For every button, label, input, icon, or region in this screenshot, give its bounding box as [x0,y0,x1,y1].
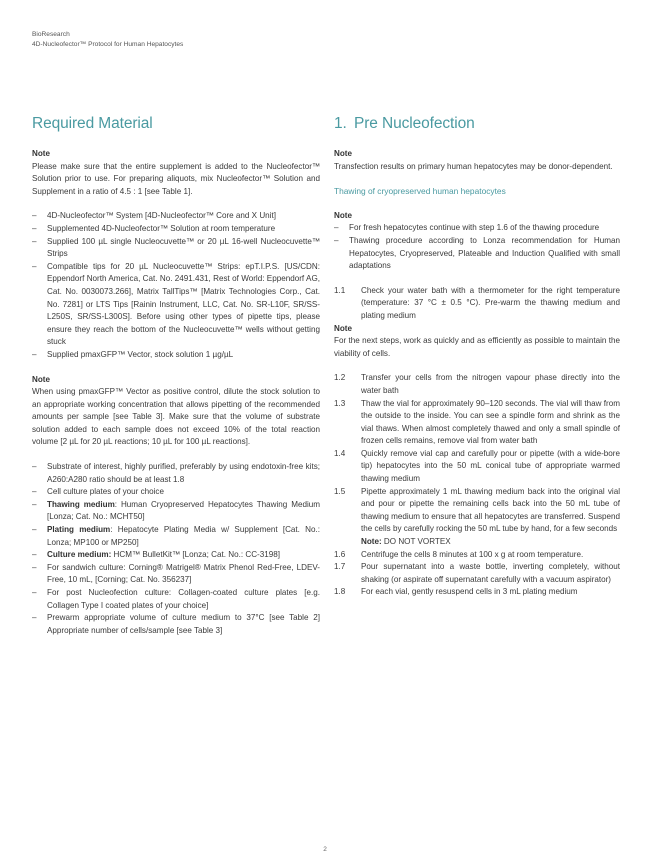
note-text: Please make sure that the entire supplement is added to the Nucleofector™ Solution prior to use. For preparing aliquots, mix Nucleofector™ Solution and Supplement in a ratio of 4.5 : 1 [see Table 1]. [32,161,320,196]
note-label: Note [334,149,352,158]
step-1-4: 1.4 Quickly remove vial cap and carefully pour or pipette (with a wide-bore tip) hepatocytes into the 50 mL conical tube of appropriate warmed thawing medium [334,448,620,484]
item-label: Culture medium: [47,550,112,560]
list-item: – For post Nucleofection culture: Collagen-coated culture plates [e.g. Collagen Type I coated plates of your choice] [32,587,320,612]
page-number: 2 [323,846,327,853]
list-item: – Prewarm appropriate volume of culture medium to 37°C [see Table 2] Appropriate number of cells/sample [see Table 3] [32,612,320,637]
brand-label: BioResearch [32,31,70,38]
note-inline-label: Note: [361,537,382,547]
list-item: – Thawing procedure according to Lonza recommendation for Human Hepatocytes, Cryopreserved, Plateable and Induction Qualified with small adaptations [334,235,620,273]
page-header [32,30,183,50]
material-list [32,210,320,361]
list-item: – Compatible tips for 20 µL Nucleocuvette™ Strips: epT.I.P.S. [US/CDN: Eppendorf North America, Cat. No. 2491.431, Rest of World: Eppendorf AG, Cat. No. 0030073.266], Matrix TallTips™ [Matrix Technologies Corp., Cat. No. 7281] or LTS Tips [Rainin Instrument, LLC, Cat. No. SR-L10F, SR/SS-L250S, SR/SS-L300S]. Before using other types of pipette tips, please ensure they reach the bottom of the Nucleocuvette™ wells without getting stuck [32,261,320,349]
step-1-7: 1.7 Pour supernatant into a waste bottle, inverting completely, without shaking (or aspirate off supernatant carefully with a vacuum aspirator) [334,562,620,584]
required-material-column [32,114,320,637]
note-label: Note [334,210,352,220]
note-label: Note [32,149,50,158]
note-text: For the next steps, work as quickly and as efficiently as possible to maintain the viability of cells. [334,336,620,358]
step-list [334,372,620,599]
list-item: – Thawing medium: Human Cryopreserved Hepatocytes Thawing Medium [Lonza; Cat. No.: MCHT50] [32,499,320,524]
note-text: Transfection results on primary human hepatocytes may be donor-dependent. [334,161,613,171]
note-list [334,222,620,272]
list-item: – Culture medium: HCM™ BulletKit™ [Lonza; Cat. No.: CC-3198] [32,549,320,562]
step-1-3: 1.3 Thaw the vial for approximately 90–120 seconds. The vial will thaw from the outside to the inside. You can see a spindle form and shrink as the vial thaws. When almost completely thawed and only a small spindle of frozen cells remains, remove vial from water bath [334,398,620,446]
list-item: – Plating medium: Hepatocyte Plating Media w/ Supplement [Cat. No.: Lonza; MP100 or MP250] [32,524,320,549]
step-1-1: 1.1 Check your water bath with a thermometer for the right temperature (temperature: 37 °C ± 0.5 °C). Pre-warm the thawing medium and plating medium [334,285,620,320]
item-label: Plating medium [47,525,111,535]
step-1-2: 1.2 Transfer your cells from the nitrogen vapour phase directly into the water bath [334,373,620,395]
step-list [334,285,620,323]
list-item: – 4D-Nucleofector™ System [4D-Nucleofector™ Core and X Unit] [32,210,320,223]
step-1-5: 1.5 Pipette approximately 1 mL thawing medium back into the original vial and pour or pipette the remaining cells back into the 50 mL tube of thawing medium to ensure that all hepatocytes are transferred. Suspend the cells by carefully rocking the 50 mL tube by hand, for a few seconds Note: DO NOT VORTEX [334,486,620,547]
note-text: When using pmaxGFP™ Vector as positive control, dilute the stock solution to an appropriate working concentration that allows pipetting of the recommended amounts per sample [see Table 3]. Make sure that the volume of substrate solution added to each sample does not exceed 10% of the total reaction volume [2 µL for 20 µL reactions; 10 µL for 100 µL reactions]. [32,387,320,447]
list-item: – For fresh hepatocytes continue with step 1.6 of the thawing procedure [334,222,620,235]
list-item: – Supplied 100 µL single Nucleocuvette™ or 20 µL 16-well Nucleocuvette™ Strips [32,236,320,261]
list-item: – Substrate of interest, highly purified, preferably by using endotoxin-free kits; A260:A280 ratio should be at least 1.8 [32,461,320,486]
list-item: – For sandwich culture: Corning® Matrigel® Matrix Phenol Red-Free, LDEV-Free, 10 mL, [Corning; Cat. No. 356237] [32,562,320,587]
material-list-2 [32,461,320,637]
pre-nucleofection-column [334,114,620,599]
item-label: Thawing medium [47,499,115,509]
list-item: – Cell culture plates of your choice [32,486,320,499]
document-title: 4D-Nucleofector™ Protocol for Human Hepatocytes [32,41,184,48]
note-label: Note [32,374,50,384]
section-title-required-material: Required Material [32,115,153,132]
step-1-8: 1.8 For each vial, gently resuspend cells in 3 mL plating medium [334,587,578,597]
section-title-pre-nucleofection: 1. Pre Nucleofection [334,115,475,132]
list-item: – Supplied pmaxGFP™ Vector, stock solution 1 µg/µL [32,349,320,362]
note-label: Note [334,323,352,333]
subheading-thawing: Thawing of cryopreserved human hepatocytes [334,186,506,197]
step-1-6: 1.6 Centrifuge the cells 8 minutes at 100 x g at room temperature. [334,549,584,559]
list-item: – Supplemented 4D-Nucleofector™ Solution at room temperature [32,223,320,236]
